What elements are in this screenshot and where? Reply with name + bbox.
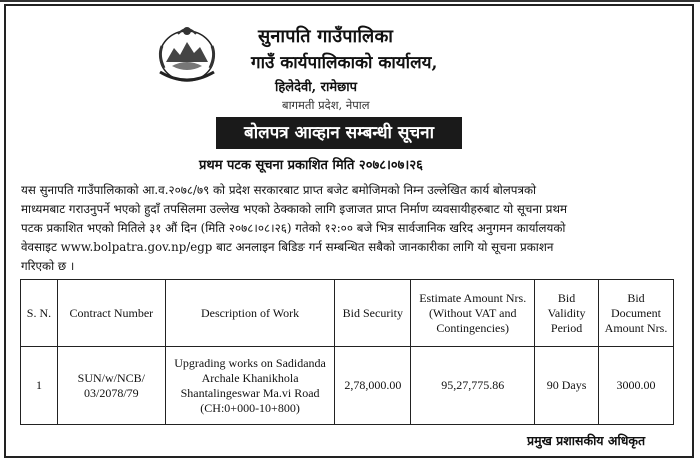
- cell-contract-number: SUN/w/NCB/ 03/2078/79: [57, 347, 165, 425]
- notice-title: बोलपत्र आव्हान सम्बन्धी सूचना: [216, 117, 462, 149]
- header-bid-validity: Bid Validity Period: [535, 280, 599, 347]
- header-bid-security: Bid Security: [335, 280, 411, 347]
- cell-bid-validity: 90 Days: [535, 347, 599, 425]
- table-header-row: [21, 280, 674, 347]
- cell-document-amount: 3000.00: [599, 347, 674, 425]
- header-document-amount: Bid Document Amount Nrs.: [599, 280, 674, 347]
- table-row: [21, 347, 674, 425]
- municipality-name: सुनापति गाउँपालिका: [258, 26, 394, 47]
- notice-body-line: वेवसाइट www.bolpatra.gov.np/egp बाट अनलाइन बिडिङ गर्न सम्बन्धित सबैको जानकारीका लागि यो सूचना प्रकाशन: [21, 240, 554, 254]
- province-name: बागमती प्रदेश, नेपाल: [282, 98, 370, 112]
- office-location: हिलेदेवी, रामेछाप: [275, 80, 357, 95]
- cell-bid-security: 2,78,000.00: [335, 347, 411, 425]
- cell-sn: 1: [21, 347, 58, 425]
- notice-body-line: यस सुनापति गाउँपालिकाको आ.व.२०७८/७९ को प्रदेश सरकारबाट प्राप्त बजेट बमोजिमको निम्न उल्लेखित कार्य बोलपत्रको: [21, 183, 537, 197]
- notice-body-line: पटक प्रकाशित भएको मितिले ३१ औं दिन (मिति २०७८।०८।२६) गतेको १२:०० बजे भित्र सार्वजानिक खरिद अनुगमन कार्यालयको: [21, 221, 566, 235]
- nepal-emblem-icon: [152, 22, 222, 86]
- office-name: गाउँ कार्यपालिकाको कार्यालय,: [251, 53, 438, 73]
- header-sn: S. N.: [21, 280, 58, 347]
- top-border-line: [0, 0, 700, 2]
- signatory-title: प्रमुख प्रशासकीय अधिकृत: [527, 433, 646, 448]
- header-estimate-amount: Estimate Amount Nrs.(Without VAT and Contingencies): [411, 280, 535, 347]
- header-description: Description of Work: [165, 280, 335, 347]
- cell-estimate-amount: 95,27,775.86: [411, 347, 535, 425]
- header-contract-number: Contract Number: [57, 280, 165, 347]
- contract-table: [20, 279, 674, 425]
- publication-date: प्रथम पटक सूचना प्रकाशित मिति २०७८।०७।२६: [199, 158, 423, 173]
- notice-body-line: गरिएको छ ।: [21, 259, 75, 273]
- notice-body-line: माध्यमबाट गराउनुपर्ने भएको हुदाँ तपसिलमा उल्लेख भएको ठेक्काको लागि इजाजत प्राप्त निर्माण व्यवसायीहरुबाट यो सूचना प्रथम: [21, 202, 568, 216]
- cell-description: Upgrading works on Sadidanda Archale Khanikhola Shantalingeswar Ma.vi Road (CH:0+000-10+800): [165, 347, 335, 425]
- notice-body: [21, 181, 673, 276]
